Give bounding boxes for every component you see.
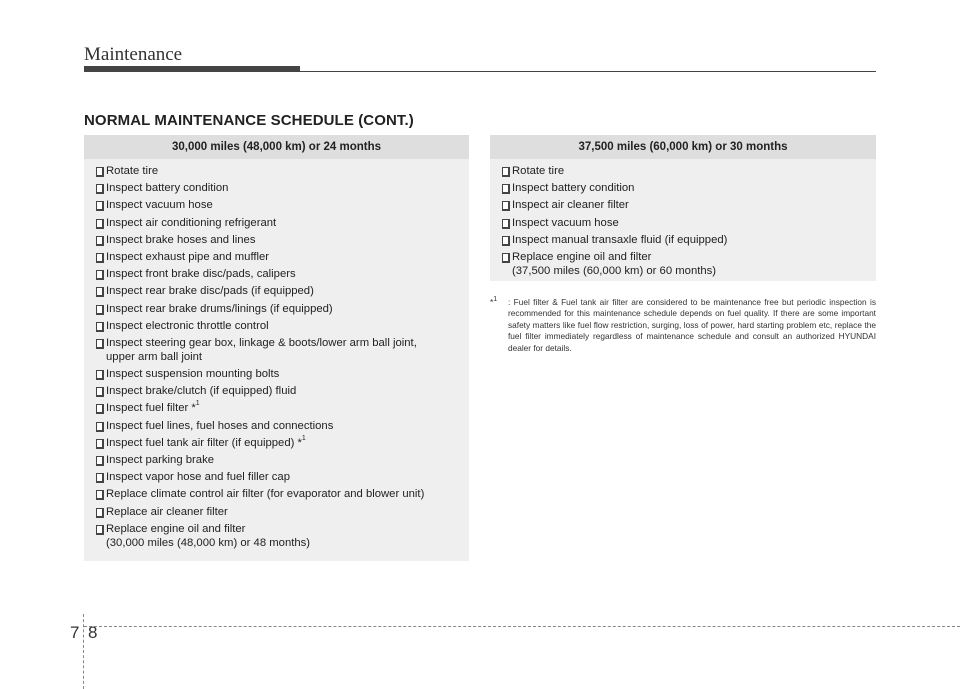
- checklist-item-text: Inspect manual transaxle fluid (if equipped): [512, 233, 728, 246]
- header-rule: [300, 71, 876, 72]
- checklist-item-continuation: (30,000 miles (48,000 km) or 48 months): [106, 536, 311, 549]
- checklist-item: [96, 436, 469, 450]
- checklist-item-text: Replace air cleaner filter: [106, 505, 228, 518]
- checklist-item: [96, 233, 469, 247]
- checklist-item-text: Replace climate control air filter (for evaporator and blower unit): [106, 488, 425, 501]
- footnote-mark: *$^1$: [490, 296, 498, 307]
- checklist-item-text: Inspect brake hoses and lines: [106, 233, 256, 246]
- checklist-item: [96, 216, 469, 230]
- checkbox-square-icon: [502, 253, 510, 263]
- checklist-item-text: Inspect air conditioning refrigerant: [106, 216, 277, 229]
- checkbox-square-icon: [96, 439, 104, 449]
- checklist-item: [502, 164, 876, 178]
- checklist-item: [502, 198, 876, 212]
- footnote-text: : Fuel filter & Fuel tank air filter are considered to be maintenance free but periodic inspection is recommended for this maintenance schedule depends on fuel quality. If there are some important safety matters like fuel flow restriction, surging, loss of power, hard starting problem etc, replace the fuel filter immediately regardless of maintenance schedule and consult an authorized HYUNDAI dealer for details.: [508, 297, 876, 353]
- checklist-item: [96, 336, 469, 364]
- checklist-item-text: Inspect steering gear box, linkage & boots/lower arm ball joint,: [106, 336, 417, 349]
- checklist-item: [96, 505, 469, 519]
- checklist-item: [96, 284, 469, 298]
- checkbox-square-icon: [502, 167, 510, 177]
- checklist-item: [502, 233, 876, 247]
- checklist-item-text: Replace engine oil and filter: [512, 250, 652, 263]
- checkbox-square-icon: [96, 422, 104, 432]
- checklist-item-text: Inspect vacuum hose: [106, 199, 213, 212]
- checklist-item-text: Inspect suspension mounting bolts: [106, 368, 280, 381]
- schedule-panel-37500: [490, 135, 876, 281]
- footer-rule: [84, 626, 960, 627]
- checklist-item-text: Inspect vapor hose and fuel filler cap: [106, 471, 290, 484]
- checklist-item: [96, 487, 469, 501]
- checkbox-square-icon: [502, 236, 510, 246]
- checklist-item: [502, 181, 876, 195]
- checklist-item: [96, 419, 469, 433]
- checkbox-square-icon: [96, 167, 104, 177]
- checkbox-square-icon: [502, 184, 510, 194]
- checklist-item: [96, 198, 469, 212]
- checklist-item: [96, 319, 469, 333]
- header-bar: [84, 66, 300, 72]
- checklist-item-text: Inspect brake/clutch (if equipped) fluid: [106, 385, 297, 398]
- checkbox-square-icon: [96, 387, 104, 397]
- footnote: [490, 297, 876, 354]
- checklist-item: [96, 181, 469, 195]
- checklist-item: [96, 302, 469, 316]
- checkbox-square-icon: [96, 253, 104, 263]
- checkbox-square-icon: [96, 456, 104, 466]
- checkbox-square-icon: [96, 184, 104, 194]
- checkbox-square-icon: [96, 305, 104, 315]
- checklist-item-continuation: (37,500 miles (60,000 km) or 60 months): [512, 264, 717, 277]
- checkbox-square-icon: [96, 404, 104, 414]
- panel-heading: 30,000 miles (48,000 km) or 24 months: [84, 135, 469, 159]
- checklist-item: [96, 367, 469, 381]
- checklist: [490, 159, 876, 278]
- checklist: [84, 159, 469, 550]
- checklist-item: [96, 267, 469, 281]
- checkbox-square-icon: [96, 473, 104, 483]
- checkbox-square-icon: [96, 322, 104, 332]
- checklist-item-text: Inspect air cleaner filter: [512, 199, 629, 212]
- checklist-item: [502, 216, 876, 230]
- footnote-ref: 1: [301, 434, 306, 442]
- checkbox-square-icon: [502, 201, 510, 211]
- checkbox-square-icon: [96, 236, 104, 246]
- checklist-item-text: Inspect fuel lines, fuel hoses and connections: [106, 419, 334, 432]
- section-title: NORMAL MAINTENANCE SCHEDULE (CONT.): [84, 112, 414, 129]
- footnote-ref: 1: [195, 400, 200, 408]
- checklist-item-text: Rotate tire: [512, 165, 565, 177]
- checklist-item-text: Inspect vacuum hose: [512, 216, 619, 229]
- checkbox-square-icon: [96, 339, 104, 349]
- checklist-item: [502, 250, 876, 278]
- checklist-item: [96, 164, 469, 178]
- checkbox-square-icon: [502, 219, 510, 229]
- checklist-item-text: Inspect rear brake disc/pads (if equipped): [106, 285, 314, 298]
- checkbox-square-icon: [96, 270, 104, 280]
- checklist-item-continuation: upper arm ball joint: [106, 350, 203, 363]
- checklist-item: [96, 470, 469, 484]
- checklist-item: [96, 401, 469, 415]
- checklist-item: [96, 453, 469, 467]
- checklist-item-text: Inspect battery condition: [512, 182, 635, 195]
- checklist-item-text: Inspect fuel tank air filter (if equipped) *: [106, 436, 302, 449]
- checklist-item: [96, 522, 469, 550]
- schedule-panel-30000: [84, 135, 469, 561]
- page-header-title: Maintenance: [84, 44, 183, 65]
- panel-heading: 37,500 miles (60,000 km) or 30 months: [490, 135, 876, 159]
- checklist-item-text: Inspect rear brake drums/linings (if equipped): [106, 302, 333, 315]
- checklist-item: [96, 250, 469, 264]
- checkbox-square-icon: [96, 508, 104, 518]
- checkbox-square-icon: [96, 201, 104, 211]
- checklist-item-text: Inspect electronic throttle control: [106, 319, 269, 332]
- checklist-item: [96, 384, 469, 398]
- checklist-item-text: Inspect parking brake: [106, 454, 215, 466]
- checklist-item-text: Inspect battery condition: [106, 182, 229, 195]
- checklist-item-text: Inspect exhaust pipe and muffler: [106, 250, 270, 263]
- checklist-item-text: Replace engine oil and filter: [106, 522, 246, 535]
- checkbox-square-icon: [96, 525, 104, 535]
- footer-divider: [83, 614, 84, 689]
- checkbox-square-icon: [96, 490, 104, 500]
- checkbox-square-icon: [96, 370, 104, 380]
- page-number: 8: [88, 623, 98, 642]
- checklist-item-text: Rotate tire: [106, 165, 159, 177]
- chapter-number: 7: [70, 623, 80, 642]
- checklist-item-text: Inspect front brake disc/pads, calipers: [106, 268, 296, 281]
- checklist-item-text: Inspect fuel filter *: [106, 402, 196, 415]
- checkbox-square-icon: [96, 287, 104, 297]
- checkbox-square-icon: [96, 219, 104, 229]
